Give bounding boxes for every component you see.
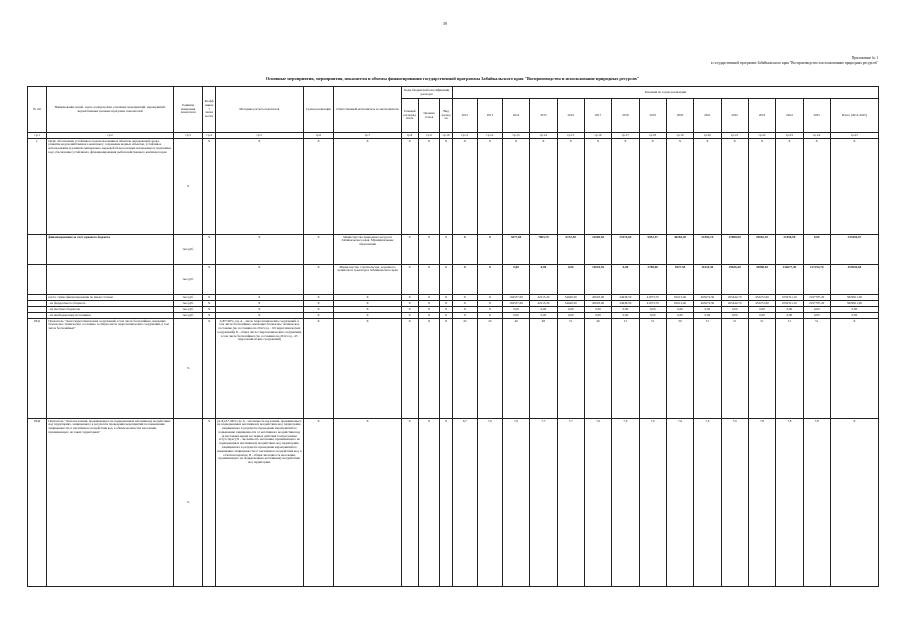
x-mark: Х (452, 139, 477, 235)
x-mark: Х (203, 265, 216, 295)
value-cell: 0,00 (776, 313, 803, 319)
value-cell: 0,00 (830, 313, 878, 319)
value-cell: 7,6 (477, 419, 502, 587)
x-mark: Х (418, 319, 440, 419)
x-mark: Х (639, 139, 666, 235)
value-cell: 23374,60 (612, 235, 639, 265)
value-cell: 0,00 (612, 313, 639, 319)
x-mark: Х (418, 295, 440, 301)
value-cell: 29002,10 (748, 235, 775, 265)
value-cell: 43 (477, 319, 502, 419)
value-cell: Х (452, 313, 477, 319)
value-cell: Х (477, 307, 502, 313)
x-mark: Х (303, 313, 334, 319)
x-mark: Х (440, 307, 453, 313)
value-cell: 0,00 (530, 307, 557, 313)
value-cell: 42215,20 (530, 295, 557, 301)
x-mark: Х (203, 301, 216, 307)
value-cell: Х (452, 295, 477, 301)
value-cell: 0,00 (502, 307, 529, 313)
value-cell: 7,6 (666, 419, 693, 587)
value-cell: 7,8 (748, 419, 775, 587)
x-mark: Х (203, 139, 216, 235)
x-mark: Х (401, 307, 418, 313)
value-cell: 54640,30 (557, 295, 584, 301)
x-mark: Х (418, 419, 440, 587)
header-year: 2012 (452, 99, 477, 133)
value-cell: 0,00 (776, 307, 803, 313)
value-cell: Х (452, 301, 477, 307)
column-number: гр.16 (584, 133, 611, 139)
value-cell: 2197787,20 (803, 301, 830, 307)
column-number: гр.12 (477, 133, 502, 139)
header-codes: Коды бюджетной классификации расходов (401, 87, 452, 99)
responsible-cell: Министерство строительства, дорожного хозяйства и транспорта Забайкальского края (334, 265, 401, 295)
value-cell: 21582,10 (694, 235, 721, 265)
x-mark: Х (557, 139, 584, 235)
indicator-number: ПЦ2 (28, 419, 47, 587)
value-cell: 0,00 (584, 307, 611, 313)
header-year: 2021 (694, 99, 721, 133)
indicator-name: Показатель "Доля гидротехнических сооружений, в том числе бесхозяйных, имеющих безопасное техническое состояние, в общем числе гидротехнических сооружений, в том числе бесхозяйных" (47, 319, 173, 419)
header-year: 2014 (502, 99, 529, 133)
value-cell: 0,00 (666, 307, 693, 313)
value-cell: 43 (452, 319, 477, 419)
value-cell: 1050311,10 (776, 295, 803, 301)
x-mark: Х (401, 295, 418, 301)
x-mark: Х (418, 139, 440, 235)
column-number: гр.5 (215, 133, 303, 139)
value-cell: 6732,50 (557, 235, 584, 265)
value-cell: 265444,70 (721, 301, 748, 307)
header-period: Сроки реализации (303, 87, 334, 133)
value-cell: 0,00 (639, 307, 666, 313)
column-number: гр.1 (28, 133, 47, 139)
value-cell: 0,00 (502, 265, 529, 295)
value-cell: 34898,02 (748, 265, 775, 295)
header-year: 2016 (557, 99, 584, 133)
value-cell: 104537,60 (502, 301, 529, 307)
value-cell: 51 (612, 319, 639, 419)
x-mark: Х (803, 139, 830, 235)
x-mark: Х (401, 419, 418, 587)
value-cell: 0,00 (748, 307, 775, 313)
x-mark: Х (440, 419, 453, 587)
value-cell: 0,00 (830, 307, 878, 313)
header-resp: Ответственный исполнитель и соисполнитель (334, 87, 401, 133)
indicator-number: ПЦ1 (28, 319, 47, 419)
column-number: гр.2 (47, 133, 173, 139)
value-cell: 51 (803, 319, 830, 419)
x-mark: Х (776, 139, 803, 235)
value-cell: 0,00 (612, 307, 639, 313)
column-number: гр.21 (721, 133, 748, 139)
column-number: гр.17 (612, 133, 639, 139)
value-cell: 7,6 (584, 419, 611, 587)
x-mark: Х (584, 139, 611, 235)
x-mark: Х (334, 419, 401, 587)
x-mark: Х (334, 307, 401, 313)
indicator-name: Показатель "Доля населения, проживающего на подверженных негативному воздействию вод территориях, защищенного в результате проведения мероприятий по повышению защищенности от негативного воздействия вод, в общем количестве населения, проживающего на таких территориях" (47, 419, 173, 587)
x-mark: Х (440, 139, 453, 235)
x-mark: Х (215, 307, 303, 313)
value-cell: Х (477, 235, 502, 265)
value-cell: 50 (666, 319, 693, 419)
value-cell: 0,00 (557, 313, 584, 319)
value-cell: 104537,60 (502, 295, 529, 301)
funding-source-name: - из внебюджетных источников (47, 313, 173, 319)
value-cell: 0,00 (803, 313, 830, 319)
x-mark: Х (418, 313, 440, 319)
x-mark: Х (401, 301, 418, 307)
header-num: № п/п (28, 87, 47, 133)
x-mark: Х (215, 265, 303, 295)
column-number: гр.19 (666, 133, 693, 139)
column-number: гр.14 (530, 133, 557, 139)
value-cell: 21000,50 (584, 235, 611, 265)
value-cell: 7,6 (502, 419, 529, 587)
appendix-line-2: к государственной программе Забайкальского края "Воспроизводство и использование природных ресурсов" (710, 61, 878, 65)
x-mark: Х (215, 313, 303, 319)
funding-source-name: - из федерального бюджета (47, 301, 173, 307)
value-cell: 7,6 (721, 419, 748, 587)
x-mark: Х (215, 301, 303, 307)
column-number: гр.13 (502, 133, 529, 139)
row-number: 1. (28, 139, 47, 235)
value-cell: 51 (776, 319, 803, 419)
x-mark: Х (440, 235, 453, 265)
x-mark: Х (334, 313, 401, 319)
value-cell: 51 (721, 319, 748, 419)
indicator-row (28, 419, 879, 587)
value-cell: Х (452, 307, 477, 313)
goal-row (28, 139, 879, 235)
x-mark: Х (334, 139, 401, 235)
value-cell: 0,00 (721, 307, 748, 313)
value-cell: 452272,60 (748, 295, 775, 301)
x-mark: Х (440, 265, 453, 295)
x-mark: Х (401, 313, 418, 319)
x-mark: Х (418, 307, 440, 313)
value-cell: 48 (530, 319, 557, 419)
indicator-method: (А-Б)/А*100% где А - численность населения, проживающего на подверженных негативному воздействию вод территориях, защищенного в результате проведения мероприятий по повышению защищенности от негативного воздействия вод (в настоящее время и в период действия госпрограммы отсутствует); Б - численность населения, проживающего на подверженных негативному воздействию вод территориях, защищенного в результате проведения мероприятий по повышению защищенности от негативного воздействия вод, в отчетном периоде; В - общая численность населения, проживающего на подверженных негативному воздействию вод территориях (215, 419, 303, 587)
column-number: гр.3 (173, 133, 203, 139)
value-cell: 47808,90 (721, 235, 748, 265)
value-cell: 0,00 (694, 307, 721, 313)
x-mark: Х (203, 295, 216, 301)
value-cell: 463674,50 (694, 295, 721, 301)
value-cell: Х (830, 319, 878, 419)
header-year: 2020 (666, 99, 693, 133)
header-code-cs: Целевая статья (418, 99, 440, 133)
value-cell: 6,7 (452, 419, 477, 587)
x-mark: Х (334, 295, 401, 301)
x-mark: Х (334, 301, 401, 307)
header-row-1 (28, 87, 879, 99)
value-cell: 0,00 (694, 313, 721, 319)
value-cell: Х (477, 313, 502, 319)
x-mark: Х (303, 419, 334, 587)
x-mark: Х (612, 139, 639, 235)
value-cell: 5829911,00 (830, 295, 878, 301)
indicator-row (28, 319, 879, 419)
x-mark: Х (694, 139, 721, 235)
value-cell: 51 (639, 319, 666, 419)
value-cell: Х (452, 235, 477, 265)
value-cell: 9052,57 (639, 235, 666, 265)
x-mark: Х (830, 139, 878, 235)
value-cell: 41073,70 (639, 295, 666, 301)
column-number: гр.25 (830, 133, 878, 139)
value-cell: 0,00 (530, 313, 557, 319)
header-year: 2019 (639, 99, 666, 133)
x-mark: Х (477, 139, 502, 235)
value-cell: 51 (748, 319, 775, 419)
document-title: Основные мероприятия, мероприятия, показатели и объемы финансирования государственной программы Забайкальского края "Воспроизводство и использование природных ресурсов" (265, 76, 640, 81)
financing-name (47, 265, 173, 295)
x-mark: Х (418, 301, 440, 307)
value-cell: 7,6 (639, 419, 666, 587)
page-number: 39 (443, 21, 447, 26)
x-mark: Х (203, 313, 216, 319)
value-cell: 3077,60 (502, 235, 529, 265)
x-mark: Х (203, 319, 216, 419)
value-cell: 81613,40 (666, 301, 693, 307)
column-number: гр.9 (418, 133, 440, 139)
column-number: гр.10 (440, 133, 453, 139)
value-cell: 2788,00 (639, 265, 666, 295)
appendix-note (458, 56, 878, 66)
value-cell: 11610,40 (694, 265, 721, 295)
value-cell: 0,00 (803, 307, 830, 313)
header-values: Значения по годам реализации (452, 87, 878, 99)
value-cell: 5829911,00 (830, 301, 878, 307)
value-cell: 21050,90 (776, 235, 803, 265)
value-cell: 7,7 (557, 419, 584, 587)
row-number (28, 265, 47, 295)
column-number: гр.11 (452, 133, 477, 139)
value-cell: 41073,70 (639, 301, 666, 307)
program-table (27, 86, 879, 587)
value-cell: 7,6 (612, 419, 639, 587)
value-cell: 29636,40 (721, 265, 748, 295)
financing-row (28, 235, 879, 265)
indicator-method: А/Б*100%, где А - число гидротехнических сооружений, в том числе бесхозяйных, имеющих безопасное техническое состояние (по состоянию на 2012 год - 19 гидротехнических сооружений); Б - общее число гидротехнических сооружений, в том числе бесхозяйных (по состоянию на 2012 год - 45 гидротехнических сооружений) (215, 319, 303, 419)
value-cell: 0,00 (803, 235, 830, 265)
x-mark: Х (303, 301, 334, 307)
header-total: Итого (2014-2025) (830, 99, 878, 133)
value-cell: 0,00 (530, 265, 557, 295)
value-cell: 463674,50 (694, 301, 721, 307)
header-unit: Единица измерения показателя (173, 87, 203, 133)
x-mark: Х (418, 265, 440, 295)
value-cell: 20603,00 (584, 301, 611, 307)
column-number: гр.15 (557, 133, 584, 139)
x-mark: Х (303, 235, 334, 265)
x-mark: Х (748, 139, 775, 235)
x-mark: Х (215, 235, 303, 265)
value-cell: 24639,50 (612, 301, 639, 307)
column-number: гр.23 (776, 133, 803, 139)
header-name: Наименование целей, задач, подпрограмм, основных мероприятий, мероприятий, ведомственных целевых программ, показателей (47, 87, 173, 133)
value-cell: 0,00 (584, 313, 611, 319)
responsible-cell: Министерство природных ресурсов Забайкальского края, Муниципальные образования (334, 235, 401, 265)
value-cell: 24639,50 (612, 295, 639, 301)
unit-cell: тыс.руб. (173, 265, 203, 295)
indicator-unit: % (173, 319, 203, 419)
row-number (28, 235, 47, 265)
header-year: 2025 (803, 99, 830, 133)
x-mark: Х (666, 139, 693, 235)
x-mark: Х (303, 139, 334, 235)
x-mark: Х (401, 235, 418, 265)
unit-cell: тыс.руб. (173, 301, 203, 307)
column-number: гр.24 (803, 133, 830, 139)
financing-name: финансирование за счет краевого бюджета (47, 235, 173, 265)
goal-coef: Х (173, 139, 203, 235)
column-number: гр.20 (694, 133, 721, 139)
header-code-vr: Вид расходов (440, 99, 453, 133)
value-cell: 0,00 (721, 313, 748, 319)
value-cell: 452272,60 (748, 301, 775, 307)
appendix-line-1: Приложение № 1 (851, 56, 878, 60)
value-cell: 454994,60 (830, 265, 878, 295)
goal-text: Цели: обеспечение устойчивого водопользования и объектов окружающей среды, развитие водохозяйственного комплекса; сохранение водных объектов, устойчивое использование и развитие минерально-сырьевой базы полезных ископаемых и подземных вод; обеспечение устойчивого функционирования рыбохозяйственного комплекса края (47, 139, 173, 235)
value-cell: 9527,50 (666, 265, 693, 295)
column-number: гр.18 (639, 133, 666, 139)
x-mark: Х (203, 235, 216, 265)
unit-cell: тыс.руб. (173, 235, 203, 265)
x-mark: Х (440, 301, 453, 307)
value-cell: 0,00 (666, 313, 693, 319)
value-cell: 20603,00 (584, 295, 611, 301)
indicator-unit: % (173, 419, 203, 587)
unit-cell: тыс.руб. (173, 307, 203, 313)
column-number: гр.22 (748, 133, 775, 139)
financing-row (28, 265, 879, 295)
value-cell: 0,00 (639, 313, 666, 319)
value-cell: 42215,20 (530, 301, 557, 307)
x-mark: Х (215, 295, 303, 301)
value-cell: 51 (694, 319, 721, 419)
unit-cell: тыс.руб. (173, 295, 203, 301)
header-year: 2013 (477, 99, 502, 133)
value-cell: Х (830, 419, 878, 587)
x-mark: Х (401, 265, 418, 295)
value-cell: 7,8 (803, 419, 830, 587)
column-number: гр.8 (401, 133, 418, 139)
header-year: 2024 (776, 99, 803, 133)
funding-source-name: всего: сумма финансирования по иным статьям (47, 295, 173, 301)
value-cell: 134677,40 (776, 265, 803, 295)
value-cell: 0,00 (557, 307, 584, 313)
value-cell: 7,6 (694, 419, 721, 587)
x-mark: Х (203, 307, 216, 313)
column-number: гр.6 (303, 133, 334, 139)
value-cell: 7,7 (530, 419, 557, 587)
value-cell: 81613,40 (666, 295, 693, 301)
header-method: Методика расчета показателя (215, 87, 303, 133)
x-mark: Х (215, 139, 303, 235)
value-cell: 14618,50 (584, 265, 611, 295)
x-mark: Х (303, 295, 334, 301)
x-mark: Х (401, 319, 418, 419)
value-cell: 7,8 (776, 419, 803, 587)
value-cell: 0,00 (502, 313, 529, 319)
header-code-grbs: Главный распорядитель (401, 99, 418, 133)
value-cell: Х (452, 265, 477, 295)
x-mark: Х (440, 319, 453, 419)
x-mark: Х (334, 319, 401, 419)
x-mark: Х (401, 139, 418, 235)
x-mark: Х (440, 295, 453, 301)
value-cell: 40283,20 (666, 235, 693, 265)
value-cell: 1050311,10 (776, 301, 803, 307)
value-cell: Х (477, 301, 502, 307)
header-year: 2023 (748, 99, 775, 133)
funding-source-name: - из местных бюджетов (47, 307, 173, 313)
value-cell: 40 (584, 319, 611, 419)
header-year: 2015 (530, 99, 557, 133)
x-mark: Х (530, 139, 557, 235)
value-cell: 51 (557, 319, 584, 419)
value-cell: 265444,70 (721, 295, 748, 301)
header-year: 2017 (584, 99, 611, 133)
value-cell: 0,00 (612, 265, 639, 295)
x-mark: Х (440, 313, 453, 319)
header-year: 2018 (612, 99, 639, 133)
x-mark: Х (303, 265, 334, 295)
x-mark: Х (303, 319, 334, 419)
value-cell: Х (477, 295, 502, 301)
column-number: гр.4 (203, 133, 216, 139)
value-cell: 217254,70 (803, 265, 830, 295)
x-mark: Х (203, 419, 216, 587)
header-coef: Коэффициент значимости (203, 87, 216, 133)
value-cell: 0,00 (557, 265, 584, 295)
x-mark: Х (502, 139, 529, 235)
header-year: 2022 (721, 99, 748, 133)
value-cell: 46 (502, 319, 529, 419)
x-mark: Х (303, 307, 334, 313)
value-cell: Х (477, 265, 502, 295)
unit-cell: тыс.руб. (173, 313, 203, 319)
value-cell: 0,00 (748, 313, 775, 319)
column-number: гр.7 (334, 133, 401, 139)
value-cell: 7863,70 (530, 235, 557, 265)
value-cell: 233494,67 (830, 235, 878, 265)
value-cell: 54640,30 (557, 301, 584, 307)
x-mark: Х (418, 235, 440, 265)
x-mark: Х (721, 139, 748, 235)
value-cell: 2197787,20 (803, 295, 830, 301)
